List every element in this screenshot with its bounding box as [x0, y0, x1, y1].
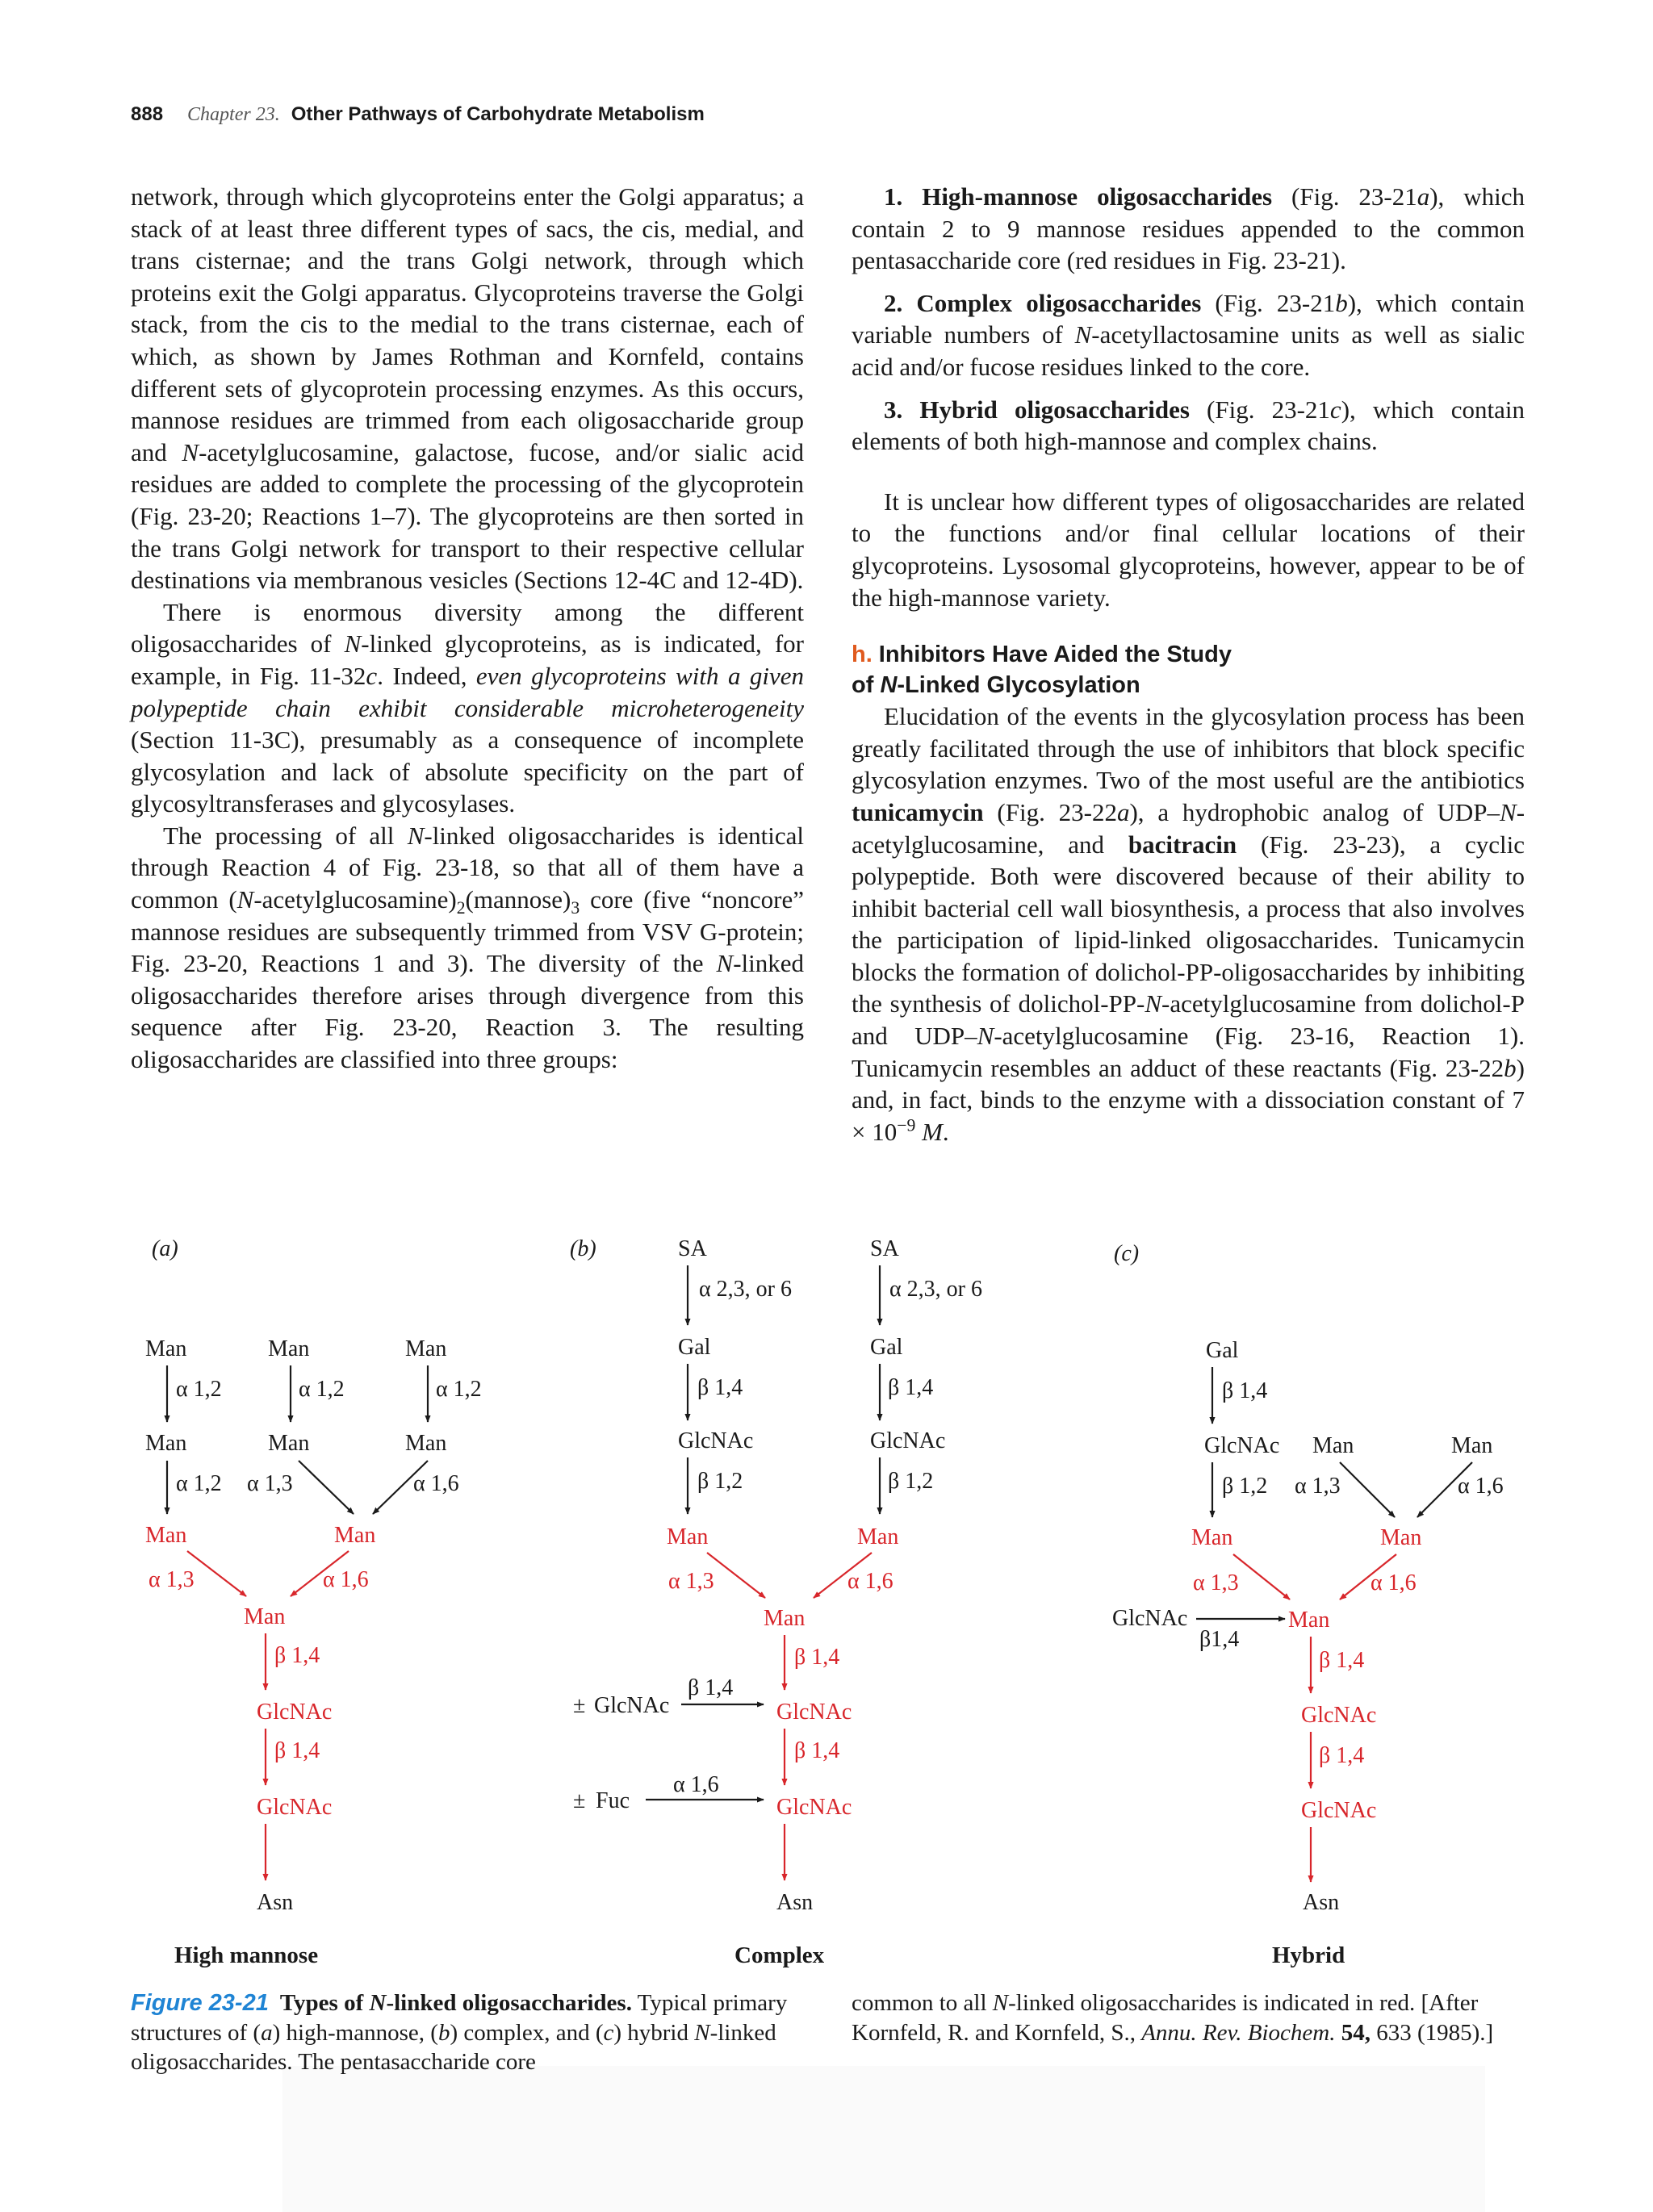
body-paragraph: There is enormous diversity among the different oligosaccharides of N-linked glycoproteins, as is indicated, for example, in Fig. 11-32c. Indeed, even glycoproteins with a given polypeptide chain exhibit considerable microheterogeneity (Section 11-3C), presumably as a consequence of incomplete glycosylation and lack of absolute specificity on the part of glycosyltransferases and glycosylases. [131, 597, 804, 818]
bond-arrow [1340, 1462, 1395, 1517]
section-title-line2b: -Linked Glycosylation [897, 672, 1140, 699]
residue-man: Man [405, 1336, 447, 1361]
linkage-label: α 2,3, or 6 [889, 1277, 982, 1302]
core-bond-arrow [187, 1551, 246, 1596]
body-paragraph: network, through which glycoproteins enter the Golgi apparatus; a stack of at least three different types of sacs, the cis, medial, and trans cisternae; and the trans Golgi network, through which proteins exit the Golgi apparatus. Glycoproteins traverse the Golgi stack, from the cis to the medial to the trans cisternae, each of which, as shown by James Rothman and Kornfeld, contains different sets of glycoprotein processing enzymes. As this occurs, mannose residues are trimmed from each oligosaccharide group and N-acetylglucosamine, galactose, fucose, and/or sialic acid residues are added to complete the processing of the glycoprotein (Fig. 23-20; Reactions 1–7). The glycoproteins are then sorted in the trans Golgi network for transport to their respective cellular destinations via membranous vesicles (Sections 12-4C and 12-4D). [131, 182, 804, 595]
residue-man: Man [268, 1336, 310, 1361]
panel-a [145, 1236, 482, 1968]
page-number: 888 [131, 103, 164, 125]
core-residue-man: Man [244, 1604, 286, 1629]
panel-b [570, 1236, 982, 1968]
caption-background [282, 2066, 1485, 2212]
core-linkage-label: β 1,4 [1319, 1743, 1365, 1768]
list-item-high-mannose: 1. High-mannose oligosaccharides (Fig. 23-21a), which contain 2 to 9 mannose residues appended to the common pentasaccharide core (red residues in Fig. 23-21). [852, 182, 1525, 275]
core-residue-man: Man [764, 1606, 806, 1631]
core-linkage-label: β 1,4 [1319, 1648, 1365, 1673]
body-paragraph: It is unclear how different types of oligosaccharides are related to the functions and/or final cellular locations of their glycoproteins. Lysosomal glycoproteins, however, appear to be of the high-mannose variety. [852, 487, 1525, 612]
residue-glcnac: GlcNAc [1204, 1433, 1280, 1458]
linkage-label: β 1,2 [888, 1469, 934, 1494]
chapter-title: Other Pathways of Carbohydrate Metabolism [291, 103, 705, 125]
core-linkage-label: β 1,4 [274, 1643, 320, 1668]
linkage-label: α 1,3 [1295, 1474, 1341, 1499]
residue-gal: Gal [678, 1335, 711, 1360]
core-linkage-label: α 1,6 [1371, 1570, 1417, 1595]
type-label-hybrid: Hybrid [1272, 1942, 1345, 1968]
type-label-high-mannose: High mannose [174, 1942, 319, 1968]
residue-man: Man [145, 1336, 187, 1361]
core-bond-arrow [707, 1553, 765, 1598]
core-linkage-label: α 1,3 [149, 1567, 195, 1592]
panel-c [1112, 1241, 1504, 1968]
residue-man: Man [145, 1431, 187, 1456]
residue-man: Man [268, 1431, 310, 1456]
core-residue-man: Man [857, 1524, 899, 1549]
residue-asn: Asn [257, 1890, 294, 1915]
linkage-label: α 1,3 [247, 1471, 293, 1496]
residue-asn: Asn [1303, 1890, 1340, 1915]
figure-caption [131, 1988, 804, 2077]
linkage-label: α 1,2 [436, 1377, 482, 1402]
core-linkage-label: β 1,4 [274, 1738, 320, 1763]
chapter-label: Chapter 23. [187, 104, 280, 125]
section-letter: h. [852, 642, 873, 668]
core-bond-arrow [1233, 1554, 1290, 1599]
linkage-label: α 1,2 [176, 1377, 222, 1402]
plus-minus-sign: ± [573, 1788, 586, 1813]
core-residue-glcnac: GlcNAc [1301, 1798, 1377, 1823]
linkage-label: β 1,4 [697, 1375, 743, 1400]
residue-gal: Gal [870, 1335, 903, 1360]
linkage-label: α 1,2 [299, 1377, 345, 1402]
linkage-label: β 1,2 [697, 1469, 743, 1494]
residue-man: Man [405, 1431, 447, 1456]
core-residue-man: Man [1380, 1525, 1422, 1550]
core-residue-man: Man [1288, 1608, 1330, 1633]
residue-sa: SA [678, 1236, 707, 1261]
plus-minus-sign: ± [573, 1693, 586, 1718]
linkage-label: α 1,6 [1458, 1474, 1504, 1499]
core-residue-man: Man [1191, 1525, 1233, 1550]
core-residue-glcnac: GlcNAc [776, 1795, 852, 1820]
residue-glcnac: GlcNAc [870, 1428, 946, 1453]
panel-b-label: (b) [570, 1236, 596, 1261]
panel-c-label: (c) [1114, 1241, 1140, 1266]
core-linkage-label: α 1,6 [847, 1569, 893, 1594]
core-linkage-label: α 1,6 [323, 1567, 369, 1592]
residue-gal: Gal [1206, 1338, 1239, 1363]
core-linkage-label: α 1,3 [668, 1569, 714, 1594]
figure-number: Figure 23-21 [131, 1990, 269, 2016]
residue-fuc: Fuc [596, 1788, 630, 1813]
section-title-line2a: of [852, 672, 881, 699]
linkage-label: α 2,3, or 6 [699, 1277, 792, 1302]
body-paragraph: Elucidation of the events in the glycosylation process has been greatly facilitated through the use of inhibitors that block specific glycosylation enzymes. Two of the most useful are the antibiotics tunicamycin (Fig. 23-22a), a hydrophobic analog of UDP–N-acetylglucosamine, and bacitracin (Fig. 23-23), a cyclic polypeptide. Both were discovered because of their ability to inhibit bacterial cell wall biosynthesis, a process that also involves the participation of lipid-linked oligosaccharides. Tunicamycin blocks the formation of dolichol-PP-oligosaccharides by inhibiting the synthesis of dolichol-PP-N-acetylglucosamine from dolichol-P and UDP–N-acetylglucosamine (Fig. 23-16, Reaction 1). Tunicamycin resembles an adduct of these reactants (Fig. 23-22b) and, in fact, binds to the enzyme with a dissociation constant of $7 \times 10^{-9}$ M. [852, 702, 1525, 1146]
linkage-label: α 1,6 [413, 1471, 459, 1496]
core-residue-man: Man [334, 1523, 376, 1548]
core-residue-man: Man [667, 1524, 709, 1549]
body-paragraph: The processing of all N-linked oligosaccharides is identical through Reaction 4 of Fig. 23-18, so that all of them have a common $(N-acetylglucosamine)_2(mannose)_3$ core (five “noncore” mannose residues are subsequently trimmed from VSV G-protein; Fig. 23-20, Reactions 1 and 3). The diversity of the N-linked oligosaccharides therefore arises through divergence from this sequence after Fig. 23-20, Reaction 3. The resulting oligosaccharides are classified into three groups: [131, 821, 804, 1074]
residue-sa: SA [870, 1236, 899, 1261]
core-residue-man: Man [145, 1523, 187, 1548]
core-residue-glcnac: GlcNAc [1301, 1703, 1377, 1728]
panel-a-label: (a) [152, 1236, 178, 1261]
residue-man: Man [1312, 1433, 1354, 1458]
linkage-label: β 1,2 [1222, 1474, 1268, 1499]
list-item-hybrid: 3. Hybrid oligosaccharides (Fig. 23-21c), which contain elements of both high-mannose and complex chains. [852, 395, 1525, 456]
linkage-label: β 1,4 [688, 1675, 734, 1700]
linkage-label: α 1,2 [176, 1471, 222, 1496]
section-title-line1: Inhibitors Have Aided the Study [878, 642, 1232, 668]
linkage-label: α 1,6 [673, 1772, 719, 1797]
caption-text-left: Types of N-linked oligosaccharides. Typical primary structures of (a) high-mannose, (b) complex, and (c) hybrid N-linked oligosaccharides. The pentasaccharide core [131, 1990, 788, 2075]
bond-arrow [299, 1461, 354, 1514]
type-label-complex: Complex [734, 1942, 825, 1968]
core-linkage-label: β 1,4 [794, 1738, 840, 1763]
section-title-italic: N [880, 672, 898, 699]
residue-asn: Asn [776, 1890, 814, 1915]
figure-caption-continued: common to all N-linked oligosaccharides is indicated in red. [After Kornfeld, R. and Kornfeld, S., Annu. Rev. Biochem. 54, 633 (1985).] [852, 1990, 1494, 2046]
core-linkage-label: β 1,4 [794, 1645, 840, 1670]
linkage-label: β1,4 [1199, 1627, 1240, 1652]
residue-bisecting-glcnac: GlcNAc [1112, 1606, 1188, 1631]
linkage-label: β 1,4 [888, 1375, 934, 1400]
residue-man: Man [1451, 1433, 1493, 1458]
residue-bisecting-glcnac: GlcNAc [594, 1693, 670, 1718]
core-linkage-label: α 1,3 [1193, 1570, 1239, 1595]
core-residue-glcnac: GlcNAc [776, 1700, 852, 1725]
residue-glcnac: GlcNAc [678, 1428, 754, 1453]
core-residue-glcnac: GlcNAc [257, 1700, 333, 1725]
linkage-label: β 1,4 [1222, 1378, 1268, 1403]
list-item-complex: 2. Complex oligosaccharides (Fig. 23-21b), which contain variable numbers of N-acetyllactosamine units as well as sialic acid and/or fucose residues linked to the core. [852, 288, 1525, 381]
core-residue-glcnac: GlcNAc [257, 1795, 333, 1820]
